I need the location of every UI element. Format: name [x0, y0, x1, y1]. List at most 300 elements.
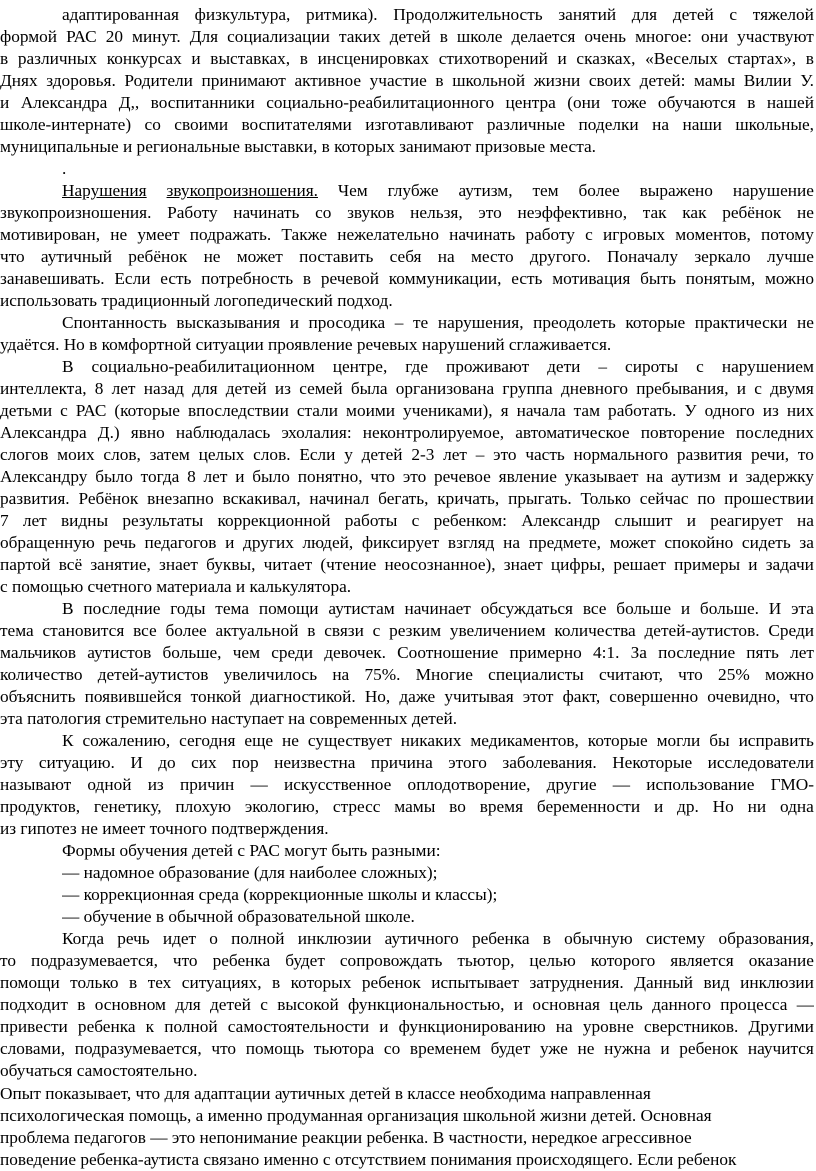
- word: те: [413, 313, 429, 332]
- word: сопровождать: [339, 951, 443, 970]
- text-line: [0, 950, 814, 972]
- word: совершенно: [609, 687, 699, 706]
- word: потребность: [201, 269, 294, 288]
- word: можно: [764, 665, 814, 684]
- word: звуков: [347, 203, 395, 222]
- word: тонкой: [190, 687, 242, 706]
- word: развития: [676, 445, 743, 464]
- word: сверстников.: [643, 1017, 739, 1036]
- word: Когда: [62, 929, 104, 948]
- word: группа: [502, 379, 553, 398]
- word: с: [372, 621, 381, 640]
- word: знает: [503, 555, 543, 574]
- word: проживают: [446, 357, 530, 376]
- word: практически: [694, 313, 788, 332]
- word: ребенок: [361, 973, 421, 992]
- word: более: [165, 621, 207, 640]
- word: указывает: [564, 467, 639, 486]
- word: о: [209, 929, 218, 948]
- word: в: [435, 71, 444, 90]
- word: Поначалу: [606, 247, 679, 266]
- word: самостоятельности: [227, 1017, 370, 1036]
- word: чем: [232, 643, 261, 662]
- word: на: [332, 665, 350, 684]
- text-line: [0, 774, 814, 796]
- word: Если: [299, 445, 336, 464]
- word: и: [379, 1017, 389, 1036]
- word: школьной: [452, 71, 526, 90]
- word: впоследствии: [187, 401, 289, 420]
- word: у: [344, 445, 353, 464]
- word: специалисты: [488, 665, 584, 684]
- word: учениками),: [403, 401, 493, 420]
- word: ребенок: [679, 1039, 739, 1058]
- word: могли: [656, 731, 701, 750]
- word: РАС: [66, 27, 97, 46]
- word: только: [70, 973, 119, 992]
- word: использование: [646, 775, 755, 794]
- word: во: [449, 797, 466, 816]
- word: тьютора: [313, 1039, 375, 1058]
- word: плохую: [175, 797, 232, 816]
- word: для: [192, 379, 218, 398]
- word: Д,,: [118, 93, 140, 112]
- word: Вилии: [743, 71, 792, 90]
- word: 8: [187, 467, 196, 486]
- word: Александра: [20, 93, 108, 112]
- word: бегать,: [378, 489, 429, 508]
- word: детей: [672, 5, 714, 24]
- word: называют: [0, 775, 72, 794]
- word: начала: [516, 401, 566, 420]
- word: сироты: [625, 357, 679, 376]
- text-line: с помощью счетного материала и калькулятора.: [0, 577, 352, 596]
- word: со: [144, 115, 161, 134]
- text-line: поведение ребенка-аутиста связано именно с отсутствием понимания происходящего. Если ребенок: [0, 1150, 737, 1169]
- word: в: [439, 27, 448, 46]
- word: с: [411, 511, 420, 530]
- word: начинал: [309, 489, 370, 508]
- word: решает: [613, 555, 666, 574]
- word: различных: [17, 49, 98, 68]
- text-line: [0, 554, 814, 576]
- word: задержку: [745, 467, 814, 486]
- word: (чтение: [320, 555, 377, 574]
- word: уже: [539, 1039, 568, 1058]
- word: слов.: [253, 445, 291, 464]
- word: цель: [609, 995, 643, 1014]
- word: и: [289, 313, 299, 332]
- word: мамы: [694, 71, 736, 90]
- word: есть: [511, 269, 543, 288]
- word: —: [250, 775, 268, 794]
- word: эту: [0, 753, 24, 772]
- text-line: [0, 510, 814, 532]
- word: таких: [338, 27, 381, 46]
- word: и: [736, 379, 747, 398]
- word: В: [62, 357, 74, 376]
- word: нельзя,: [410, 203, 463, 222]
- word: речь: [117, 929, 150, 948]
- word: детей-аутистов: [97, 665, 209, 684]
- word: заболевания.: [502, 753, 597, 772]
- word: воспитателями: [241, 115, 352, 134]
- word: основном: [94, 995, 166, 1014]
- word: нежелательно: [337, 225, 439, 244]
- text-line: [0, 488, 814, 510]
- word: Родители: [124, 71, 193, 90]
- word: в: [805, 49, 814, 68]
- word: тех: [147, 973, 172, 992]
- word: в: [747, 93, 756, 112]
- word: помощь: [245, 1039, 305, 1058]
- text-line: [0, 202, 814, 224]
- word: инклюзии: [740, 973, 814, 992]
- word: где: [405, 357, 428, 376]
- text-line: [0, 422, 814, 444]
- text-line: обучаться самостоятельно.: [0, 1061, 198, 1080]
- word: формой: [0, 27, 58, 46]
- word: на: [652, 115, 670, 134]
- text-line: [0, 92, 814, 114]
- word: спокойно: [664, 533, 734, 552]
- word: интеллекта,: [0, 379, 87, 398]
- word: часть: [525, 445, 565, 464]
- word: причина: [370, 753, 433, 772]
- word: тьютор,: [457, 951, 515, 970]
- word: др.: [677, 797, 699, 816]
- text-line: [0, 246, 814, 268]
- paragraph-sound-first-line: Нарушения звукопроизношения. Чем глубже аутизм, тем более выражено нарушение: [62, 181, 814, 200]
- word: занятие,: [90, 555, 151, 574]
- word: поделки: [578, 115, 639, 134]
- word: пребывания,: [636, 379, 729, 398]
- word: –: [394, 313, 404, 332]
- word: 75%.: [364, 665, 401, 684]
- word: не: [797, 313, 814, 332]
- text-line: муниципальные и региональные выставки, в которых занимают призовые места.: [0, 137, 596, 156]
- word: партой: [0, 555, 51, 574]
- word: читает: [263, 555, 313, 574]
- word: назад: [143, 379, 184, 398]
- word: потому: [761, 225, 814, 244]
- word: неконтролируемое,: [362, 423, 505, 442]
- word: —: [612, 775, 630, 794]
- word: всё: [58, 555, 83, 574]
- word: прыгать.: [508, 489, 572, 508]
- word: ребенка: [471, 929, 530, 948]
- word: И: [768, 599, 782, 618]
- word: количества: [554, 621, 636, 640]
- word: мотивирован,: [0, 225, 101, 244]
- word: объяснить: [0, 687, 76, 706]
- word: появившейся: [84, 687, 182, 706]
- word: учитывая: [444, 687, 514, 706]
- word: которого: [590, 951, 656, 970]
- word: минут.: [132, 27, 181, 46]
- word: развития.: [0, 489, 70, 508]
- word: научится: [747, 1039, 814, 1058]
- word: Для: [189, 27, 219, 46]
- word: внезапно: [147, 489, 214, 508]
- word: школе-интернате): [0, 115, 132, 134]
- word: задачи: [765, 555, 814, 574]
- word: Данный: [634, 973, 694, 992]
- word: Соотношение: [397, 643, 499, 662]
- word: не: [203, 247, 221, 266]
- word: начинать: [233, 203, 300, 222]
- word: целых: [198, 445, 245, 464]
- text-line: удаётся. Но в комфортной ситуации проявление речевых нарушений сглаживается.: [0, 335, 612, 354]
- forms-heading: Формы обучения детей с РАС могут быть разными:: [62, 841, 441, 860]
- text-line: [0, 1016, 814, 1038]
- text-line: эта патология стремительно наступает на современных детей.: [0, 709, 458, 728]
- word: автоматическое: [515, 423, 630, 442]
- text-line: [0, 686, 814, 708]
- word: детей-аутистов.: [644, 621, 760, 640]
- list-item-home: — надомное образование (для наиболее сложных);: [62, 863, 438, 882]
- word: обычную: [564, 929, 633, 948]
- word: За: [630, 643, 647, 662]
- word: Если: [114, 269, 151, 288]
- word: сказках,: [576, 49, 636, 68]
- word: пять: [746, 643, 779, 662]
- word: занавешивать.: [0, 269, 105, 288]
- word: этого: [448, 753, 487, 772]
- word: последних: [735, 423, 814, 442]
- word: педагогов: [144, 533, 217, 552]
- text-line: [0, 972, 814, 994]
- word: речевое: [434, 467, 491, 486]
- word: Но,: [364, 687, 391, 706]
- text-line: [0, 796, 814, 818]
- word: вскакивал,: [222, 489, 301, 508]
- word: это: [478, 203, 502, 222]
- word: место: [470, 247, 514, 266]
- word: на: [646, 467, 664, 486]
- word: что: [211, 1039, 237, 1058]
- word: связи: [324, 621, 364, 640]
- word: изготавливают: [365, 115, 474, 134]
- word: стресс: [332, 797, 381, 816]
- word: предмете,: [528, 533, 601, 552]
- word: и: [748, 555, 758, 574]
- word: лет: [203, 467, 228, 486]
- word: ситуациях,: [181, 973, 262, 992]
- word: эта: [791, 599, 814, 618]
- word: примеры: [674, 555, 741, 574]
- word: по: [697, 489, 716, 508]
- word: количество: [0, 665, 83, 684]
- word: подражать.: [189, 225, 272, 244]
- word: словами,: [0, 1039, 66, 1058]
- word: последние: [83, 599, 161, 618]
- text-line: [62, 312, 814, 334]
- word: то: [797, 445, 814, 464]
- word: и: [557, 49, 567, 68]
- word: нарушения,: [437, 313, 524, 332]
- word: детей: [389, 27, 431, 46]
- text-line: психологическая помощь, а именно продуманная организация школьной жизни детей. Основная: [0, 1106, 712, 1125]
- word: никаких: [400, 731, 462, 750]
- word: одного: [704, 401, 755, 420]
- word: сих: [191, 753, 217, 772]
- word: этот: [522, 687, 554, 706]
- word: данного: [652, 995, 711, 1014]
- word: среди: [271, 643, 313, 662]
- word: поставить: [299, 247, 374, 266]
- word: преодолеть: [533, 313, 616, 332]
- word: примерно: [509, 643, 582, 662]
- word: людей,: [302, 533, 354, 552]
- word: своими: [174, 115, 229, 134]
- word: исправить: [738, 731, 814, 750]
- word: нарушением: [721, 357, 814, 376]
- word: занятий: [558, 5, 617, 24]
- text-line: [0, 444, 814, 466]
- word: до: [158, 753, 176, 772]
- word: была: [350, 379, 388, 398]
- word: цифры,: [550, 555, 606, 574]
- word: было: [252, 467, 290, 486]
- word: образования,: [718, 929, 814, 948]
- word: привести: [0, 1017, 68, 1036]
- word: дети: [547, 357, 581, 376]
- word: подразумевается,: [74, 1039, 202, 1058]
- word: это: [493, 445, 517, 464]
- word: не: [110, 225, 128, 244]
- word: целью: [529, 951, 576, 970]
- word: за: [799, 533, 814, 552]
- word: себя: [389, 247, 422, 266]
- word: фиксирует: [361, 533, 440, 552]
- word: конкурсах: [106, 49, 182, 68]
- word: неизвестна: [274, 753, 356, 772]
- word: продуктов,: [0, 797, 81, 816]
- word: аутизм: [671, 467, 721, 486]
- word: есть: [160, 269, 192, 288]
- word: систему: [645, 929, 706, 948]
- word: и: [686, 511, 696, 530]
- word: с: [754, 379, 762, 398]
- word: в: [307, 621, 316, 640]
- word: понятно,: [297, 467, 363, 486]
- word: ребенка: [212, 951, 271, 970]
- word: 7: [0, 511, 9, 530]
- word: участвуют: [737, 27, 814, 46]
- word: оплодотворение,: [407, 775, 531, 794]
- word: Д.): [97, 423, 120, 442]
- word: выставках,: [210, 49, 291, 68]
- word: подходит: [0, 995, 68, 1014]
- word: 2-3: [411, 445, 435, 464]
- word: детьми: [0, 401, 53, 420]
- word: функционированию: [398, 1017, 546, 1036]
- word: беременности: [536, 797, 641, 816]
- word: инклюзии: [297, 929, 372, 948]
- word: для: [631, 5, 658, 24]
- word: У: [684, 401, 697, 420]
- word: моими: [346, 401, 396, 420]
- word: обсуждаться: [480, 599, 573, 618]
- word: исследователи: [707, 753, 814, 772]
- word: на: [555, 1017, 573, 1036]
- word: Александра: [0, 423, 87, 442]
- word: У.: [800, 71, 814, 90]
- word: понятым,: [685, 269, 756, 288]
- text-line: [0, 664, 814, 686]
- word: семей: [299, 379, 343, 398]
- word: становится: [42, 621, 125, 640]
- word: медикаментов,: [470, 731, 579, 750]
- word: реагирует: [710, 511, 783, 530]
- word: испытывает: [431, 973, 519, 992]
- word: дневного: [560, 379, 628, 398]
- word: больше: [616, 599, 671, 618]
- text-line: [0, 400, 814, 422]
- word: активное: [294, 71, 362, 90]
- word: ритмика).: [306, 5, 378, 24]
- word: своих: [588, 71, 632, 90]
- word: экологию,: [244, 797, 320, 816]
- word: начинать: [449, 225, 516, 244]
- word: другого.: [529, 247, 591, 266]
- word: генетику,: [93, 797, 162, 816]
- word: социально-реабилитационном: [91, 357, 315, 376]
- word: актуальной: [215, 621, 299, 640]
- word: больше.: [699, 599, 759, 618]
- word: уровне: [582, 1017, 634, 1036]
- word: процесса: [720, 995, 788, 1014]
- word: лучше: [766, 247, 814, 266]
- word: которые: [587, 731, 648, 750]
- word: И: [130, 753, 143, 772]
- text-line: использовать традиционный логопедический подход.: [0, 291, 393, 310]
- word: прошествии: [724, 489, 814, 508]
- word: видны: [61, 511, 109, 530]
- word: не: [577, 1039, 595, 1058]
- word: двумя: [770, 379, 814, 398]
- word: умеет: [137, 225, 180, 244]
- word: девочек.: [324, 643, 386, 662]
- word: нашей: [766, 93, 814, 112]
- word: то: [0, 951, 16, 970]
- text-line: [62, 928, 814, 950]
- word: Среди: [768, 621, 814, 640]
- word: другие: [546, 775, 597, 794]
- word: Только: [580, 489, 631, 508]
- word: одна: [779, 797, 814, 816]
- word: может: [236, 247, 283, 266]
- word: начинает: [404, 599, 471, 618]
- word: и: [0, 93, 10, 112]
- word: работу: [525, 225, 575, 244]
- word: социально-реабилитационного: [266, 93, 495, 112]
- word: из: [147, 775, 164, 794]
- word: было: [95, 467, 133, 486]
- word: не: [796, 203, 814, 222]
- word: принимают: [201, 71, 286, 90]
- word: 4:1.: [592, 643, 620, 662]
- word: слышит: [614, 511, 673, 530]
- word: нормального: [573, 445, 669, 464]
- text-line: Опыт показывает, что для адаптации аутичных детей в классе необходима направленная: [0, 1084, 651, 1103]
- word: затем: [149, 445, 190, 464]
- word: участие: [369, 71, 427, 90]
- word: не: [282, 731, 299, 750]
- text-line: [62, 598, 814, 620]
- word: школе: [456, 27, 503, 46]
